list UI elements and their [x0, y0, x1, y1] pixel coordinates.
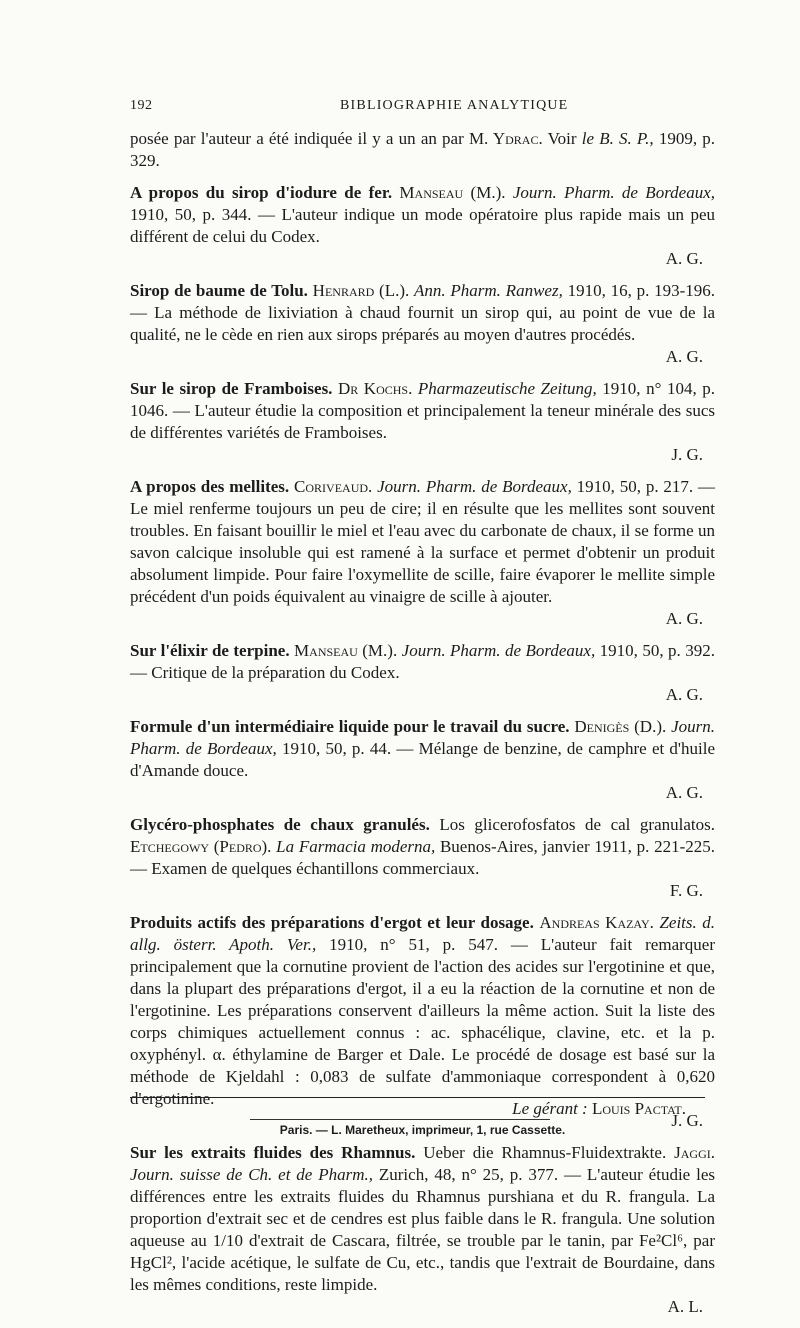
entry-author: Manseau (M.). [294, 641, 398, 660]
entry-title: Sur le sirop de Framboises. [130, 379, 333, 398]
entry-initials: J. G. [671, 445, 703, 464]
entry-source: Pharmazeutische Zeitung, [417, 379, 597, 398]
entry-ref: 1910, 50, p. 217. — Le miel renferme toujours un peu de cire; il en résulte que les mellites sont souvent troubles. En faisant bouillir le miel et l'eau avec du carbonate de chaux, il se forme un savon calcique insoluble qui est ramené à la surface et permet d'obtenir un produit absolument limpide. Pour faire l'oxymellite de scille, faire évaporer le mellite simple précédent d'un poids équivalent au vinaigre de scille à ajouter. [130, 477, 716, 606]
entry-rhamnus [130, 1142, 715, 1318]
entry-glycero-phosphates [130, 814, 715, 902]
entry-source: Journ. Pharm. de Bordeaux, [130, 717, 715, 758]
entry-source: Journ. Pharm. de Bordeaux, [512, 183, 716, 202]
entry-elixir-terpine [130, 640, 715, 706]
entry-initials: A. G. [665, 685, 703, 704]
entry-ref: 1910, n° 51, p. 547. — L'auteur fait remarquer principalement que la cornutine provient de l'action des acides sur l'ergotinine et que, dans la plupart des préparations d'ergot, il a eu la réaction de la cornutine et non de l'ergotinine. Les préparations conservent d'ailleurs la même action. Suit la liste des corps chimiques actuellement connus : ac. sphacélique, clavine, etc. et la p. oxyphényl. α. éthylamine de Barger et Dale. Le procédé de dosage est basé sur la méthode de Kjeldahl : 0,083 de sulfate d'ammoniaque correspondent à 0,620 d'ergotinine. [130, 935, 715, 1108]
entry-title: Produits actifs des préparations d'ergot et leur dosage. [130, 913, 534, 932]
entry-title: Sur l'élixir de terpine. [130, 641, 290, 660]
entry-author: Henrard (L.). [312, 281, 410, 300]
entry-title: Formule d'un intermédiaire liquide pour le travail du sucre. [130, 717, 570, 736]
printer-imprint: Paris. — L. Maretheux, imprimeur, 1, rue Cassette. [279, 1123, 566, 1137]
entry-ref: 1910, 50, p. 344. — L'auteur indique un mode opératoire plus rapide mais un peu différent de celui du Codex. [130, 205, 715, 246]
entry-source: Journ. Pharm. de Bordeaux, [377, 477, 572, 496]
entry-author: M. Ydrac [468, 129, 539, 148]
entry-lead: Ueber die Rhamnus-Fluidextrakte. [415, 1143, 675, 1162]
signature-line [130, 1098, 686, 1120]
signature-label: Le gérant : [512, 1099, 592, 1118]
running-title: BIBLIOGRAPHIE ANALYTIQUE [340, 98, 569, 113]
signature-name: Louis Pactat. [591, 1099, 686, 1118]
entry-author: Denigès (D.). [574, 717, 667, 736]
entry-initials: A. G. [665, 609, 703, 628]
entry-initials: A. L. [667, 1297, 703, 1316]
page-header [130, 98, 715, 118]
entry-title: A propos du sirop d'iodure de fer. [130, 183, 393, 202]
entry-initials: A. G. [665, 347, 703, 366]
entry-title: Glycéro-phosphates de chaux granulés. [130, 815, 430, 834]
entry-ref: Zurich, 48, n° 25, p. 377. — L'auteur étudie les différences entre les extraits fluides du Rhamnus purshiana et du R. frangula. La proportion d'extrait sec et de cendres est plus faible dans le R. frangula. Une solution aqueuse au 1/10 d'extrait de Cascara, filtrée, se trouble par le tanin, par Fe²Cl⁶, par HgCl², l'acide acétique, le sulfate de Cu, etc., tandis que l'extrait de Bourdaine, dans les mêmes conditions, reste limpide. [130, 1165, 715, 1294]
entry-initials: A. G. [665, 249, 703, 268]
entry-source: Journ. Pharm. de Bordeaux, [401, 641, 596, 660]
entry-author: Dr Kochs. [337, 379, 413, 398]
entry-ref: 1910, 50, p. 392. — Critique de la préparation du Codex. [130, 641, 715, 682]
entry-author: Jaggi. [674, 1143, 715, 1162]
entry-author: Andreas Kazay. [539, 913, 654, 932]
entry-author: Etchegowy (Pedro). [130, 837, 272, 856]
bibliography-content [130, 128, 715, 1328]
entry-author: Coriveaud. [294, 477, 373, 496]
entry-sirop-iodure [130, 182, 715, 270]
entry-source: Journ. suisse de Ch. et de Pharm., [130, 1165, 374, 1184]
entry-initials: F. G. [669, 881, 703, 900]
entry-initials: A. G. [665, 783, 703, 802]
entry-source: Ann. Pharm. Ranwez, [414, 281, 563, 300]
entry-initials: J. G. [671, 1111, 703, 1130]
entry-ref: 1910, n° 104, p. 1046. — L'auteur étudie la composition et principalement la teneur minérale des sucs de différentes variétés de Framboises. [130, 379, 715, 442]
entry-author: Manseau (M.). [399, 183, 506, 202]
entry-baume-tolu [130, 280, 715, 368]
entry-title: A propos des mellites. [130, 477, 290, 496]
entry-intermediaire-sucre [130, 716, 715, 804]
entry-title: Sur les extraits fluides des Rhamnus. [130, 1143, 416, 1162]
entry-continuation: posée par l'auteur a été indiquée il y a un an par M. Ydrac. Voir le B. S. P., 1909, p. 329. [130, 129, 715, 170]
entry-framboises [130, 378, 715, 466]
entry-source: Zeits. d. allg. österr. Apoth. Ver., [130, 913, 716, 954]
entry-ref: Buenos-Aires, janvier 1911, p. 221-225. — Examen de quelques échantillons commerciaux. [130, 837, 716, 878]
page-number: 192 [130, 98, 153, 113]
entry-lead: Los glicerofosfatos de cal granulatos. [429, 815, 715, 834]
entry-source: le B. S. P. [581, 129, 650, 148]
entry-title: Sirop de baume de Tolu. [130, 281, 308, 300]
entry-ref: 1910, 16, p. 193-196. — La méthode de lixiviation à chaud fournit un sirop qui, au point de vue de la qualité, ne le cède en rien aux sirops préparés au moyen d'autres procédés. [130, 281, 716, 344]
entry-ref: 1910, 50, p. 44. — Mélange de benzine, de camphre et d'huile d'Amande douce. [130, 739, 715, 780]
entry-mellites [130, 476, 715, 630]
imprint-rule [250, 1119, 550, 1120]
entry-source: La Farmacia moderna, [276, 837, 436, 856]
